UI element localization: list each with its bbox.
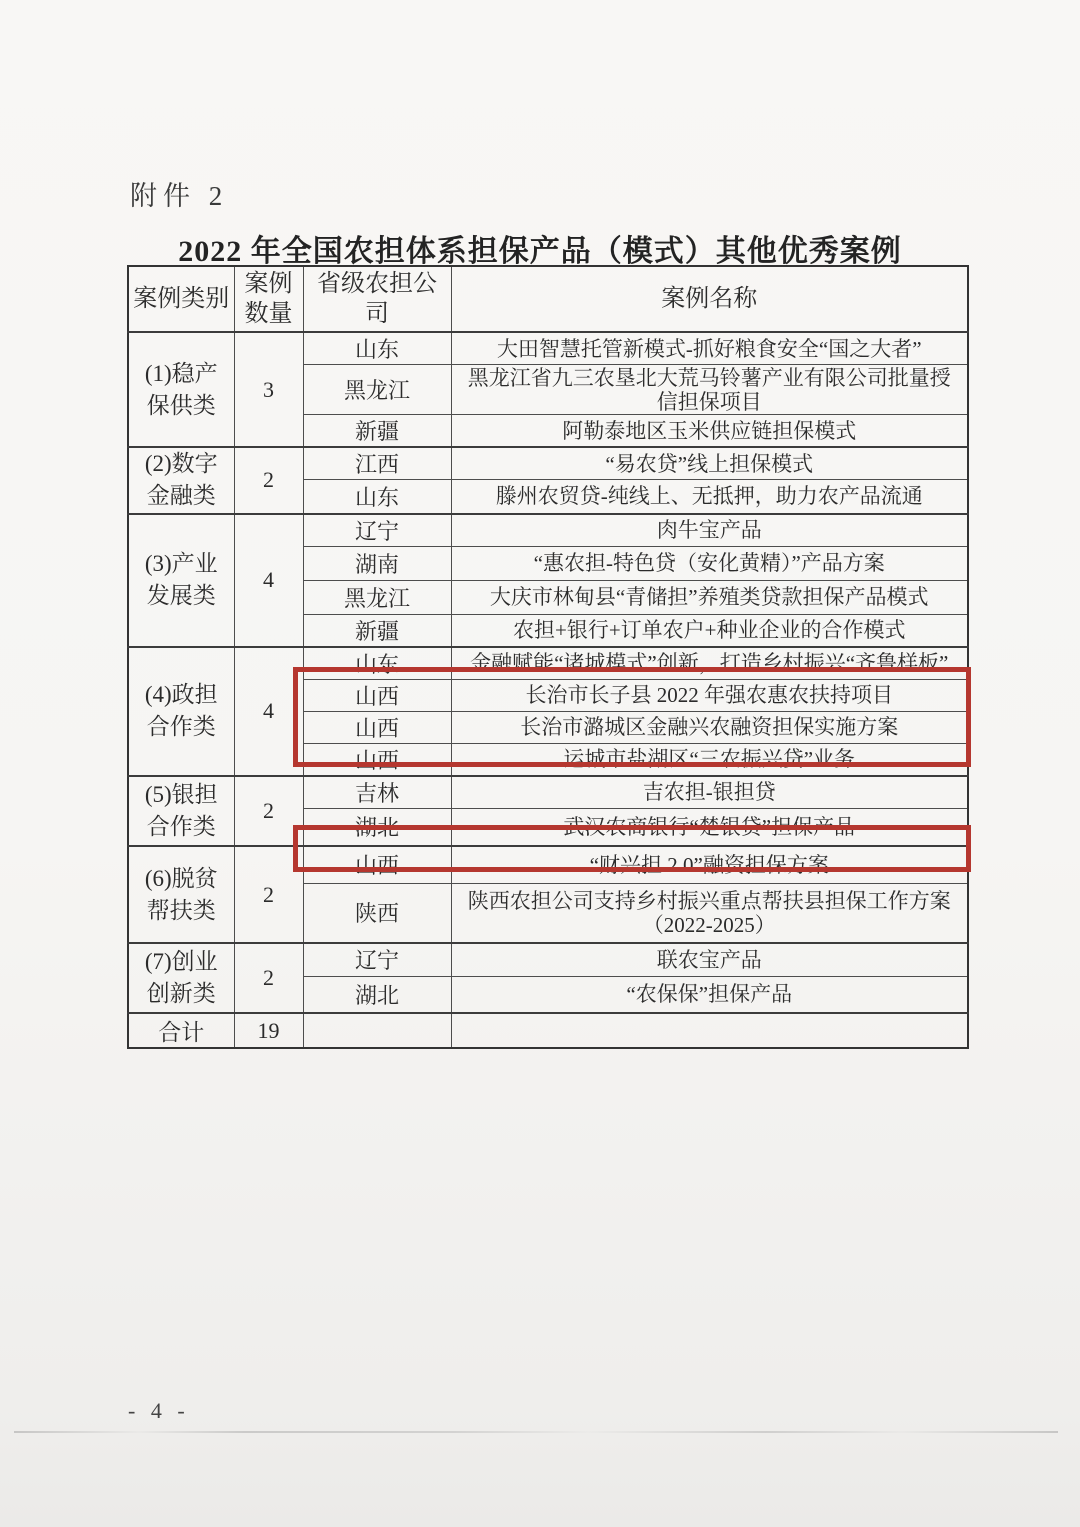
- province-cell: 黑龙江: [303, 365, 451, 415]
- case-name-cell: 长治市长子县 2022 年强农惠农扶持项目: [451, 679, 968, 711]
- province-cell: 陕西: [303, 883, 451, 943]
- header-category: 案例类别: [128, 266, 234, 332]
- case-name-cell: “财兴担 2.0”融资担保方案: [451, 846, 968, 883]
- category-cell: (6)脱贫帮扶类: [128, 846, 234, 943]
- province-cell: 山东: [303, 647, 451, 680]
- header-case-name: 案例名称: [451, 266, 968, 332]
- province-cell: 吉林: [303, 776, 451, 809]
- case-name-cell: 吉农担-银担贷: [451, 776, 968, 809]
- category-cell: (2)数字金融类: [128, 447, 234, 514]
- total-label-cell: 合计: [128, 1013, 234, 1048]
- scan-edge-line: [14, 1431, 1058, 1433]
- case-name-cell: 武汉农商银行“楚银贷”担保产品: [451, 808, 968, 846]
- case-name-cell: “易农贷”线上担保模式: [451, 447, 968, 480]
- count-cell: 2: [234, 943, 303, 1013]
- province-cell: 山东: [303, 480, 451, 514]
- case-name-cell: 金融赋能“诸城模式”创新，打造乡村振兴“齐鲁样板”: [451, 647, 968, 680]
- case-name-cell: 滕州农贸贷-纯线上、无抵押，助力农产品流通: [451, 480, 968, 514]
- category-cell: (3)产业发展类: [128, 514, 234, 647]
- province-cell: 辽宁: [303, 514, 451, 547]
- table-row-highlighted: [128, 846, 968, 883]
- document-title: 2022 年全国农担体系担保产品（模式）其他优秀案例: [178, 235, 902, 268]
- table-total-row: [128, 1013, 968, 1048]
- table-row: [128, 776, 968, 809]
- case-name-cell: 农担+银行+订单农户+种业企业的合作模式: [451, 614, 968, 647]
- count-cell: 4: [234, 514, 303, 647]
- header-province: 省级农担公司: [303, 266, 451, 332]
- province-cell: 新疆: [303, 614, 451, 647]
- category-cell: (7)创业创新类: [128, 943, 234, 1013]
- case-name-cell: 联农宝产品: [451, 943, 968, 976]
- category-cell: (4)政担合作类: [128, 647, 234, 776]
- category-cell: (5)银担合作类: [128, 776, 234, 847]
- table-row: [128, 943, 968, 976]
- province-cell: 山西: [303, 846, 451, 883]
- total-count-cell: 19: [234, 1013, 303, 1048]
- province-cell: 山东: [303, 332, 451, 365]
- province-cell: 山西: [303, 679, 451, 711]
- count-cell: 2: [234, 776, 303, 847]
- province-cell: 山西: [303, 711, 451, 743]
- case-name-cell: 肉牛宝产品: [451, 514, 968, 547]
- case-name-cell: 大庆市林甸县“青储担”养殖类贷款担保产品模式: [451, 580, 968, 614]
- province-cell: 湖南: [303, 546, 451, 580]
- table-row: [128, 447, 968, 480]
- province-cell: 黑龙江: [303, 580, 451, 614]
- province-cell: 湖北: [303, 976, 451, 1013]
- province-cell: 湖北: [303, 808, 451, 846]
- category-cell: (1)稳产保供类: [128, 332, 234, 447]
- case-name-cell: 黑龙江省九三农垦北大荒马铃薯产业有限公司批量授信担保项目: [451, 365, 968, 415]
- header-count: 案例数量: [234, 266, 303, 332]
- attachment-label: 附件 2: [130, 181, 229, 211]
- case-name-cell: 阿勒泰地区玉米供应链担保模式: [451, 415, 968, 448]
- count-cell: 2: [234, 846, 303, 943]
- count-cell: 2: [234, 447, 303, 514]
- empty-cell: [303, 1013, 451, 1048]
- province-cell: 新疆: [303, 415, 451, 448]
- case-name-cell: “农保保”担保产品: [451, 976, 968, 1013]
- province-cell: 江西: [303, 447, 451, 480]
- province-cell: 辽宁: [303, 943, 451, 976]
- count-cell: 3: [234, 332, 303, 447]
- province-cell: 山西: [303, 743, 451, 776]
- case-name-cell: “惠农担-特色贷（安化黄精）”产品方案: [451, 546, 968, 580]
- page-number: - 4 -: [128, 1398, 190, 1423]
- table-header-row: [128, 266, 968, 332]
- table-row: [128, 647, 968, 680]
- empty-cell: [451, 1013, 968, 1048]
- cases-table: [127, 265, 969, 1049]
- case-name-cell: 运城市盐湖区“三农振兴贷”业务: [451, 743, 968, 776]
- case-name-cell: 大田智慧托管新模式-抓好粮食安全“国之大者”: [451, 332, 968, 365]
- table-row: [128, 332, 968, 365]
- case-name-cell: 陕西农担公司支持乡村振兴重点帮扶县担保工作方案（2022-2025）: [451, 883, 968, 943]
- table-row: [128, 514, 968, 547]
- count-cell: 4: [234, 647, 303, 776]
- case-name-cell: 长治市潞城区金融兴农融资担保实施方案: [451, 711, 968, 743]
